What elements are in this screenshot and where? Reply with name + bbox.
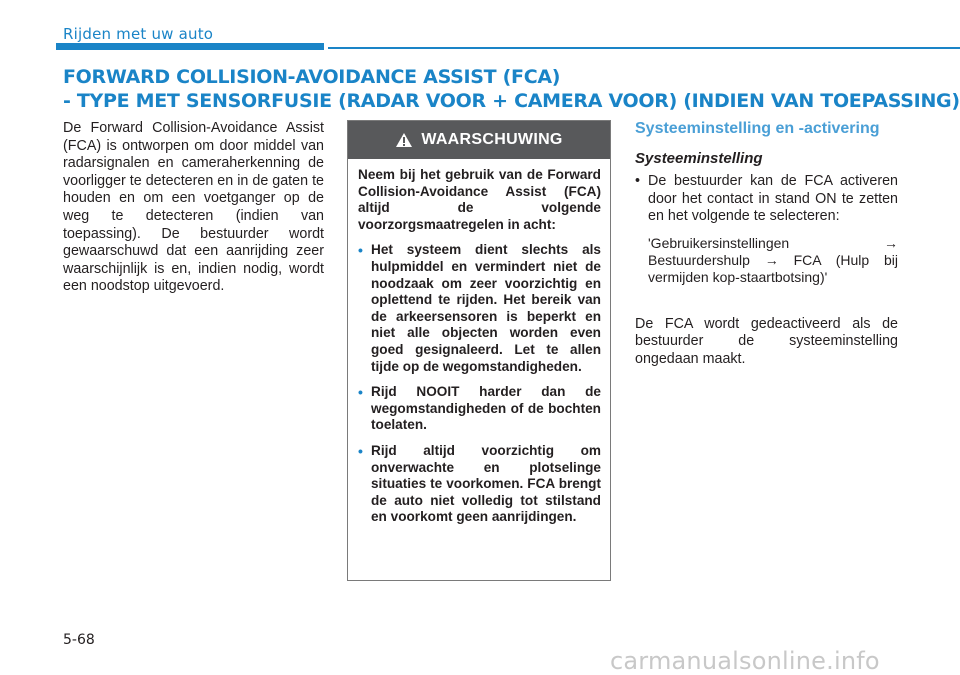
warning-list	[358, 242, 601, 526]
bullet-icon: •	[358, 442, 363, 459]
warning-header	[348, 121, 610, 159]
warning-item-text: Het systeem dient slechts als hulpmiddel en vermindert niet de noodzaak om zeer voorzichtig en oplettend te rijden. Het bereik van de arkeersensoren is beperkt en niet alle objecten worden even goed gesignaleerd. Let te allen tijde op de wegomstandigheden.	[371, 242, 601, 374]
warning-body	[348, 159, 610, 526]
section-label: Rijden met uw auto	[63, 25, 214, 43]
bullet-icon: •	[358, 242, 363, 259]
settings-closing: De FCA wordt gedeactiveerd als de bestuurder de systeeminstelling ongedaan maakt.	[635, 315, 898, 367]
watermark: carmanualsonline.info	[610, 647, 880, 675]
warning-heading: WAARSCHUWING	[421, 131, 563, 148]
warning-triangle-icon	[395, 132, 413, 148]
warning-intro: Neem bij het gebruik van de Forward Collision-Avoidance Assist (FCA) altijd de volgende voorzorgsmaatregelen in acht:	[358, 167, 601, 232]
page-number: 5-68	[63, 632, 95, 648]
warning-item-text: Rijd NOOIT harder dan de wegomstandigheden of de bochten toelaten.	[371, 384, 601, 433]
warning-item-text: Rijd altijd voorzichtig om onverwachte en plotselinge situaties te voorkomen. FCA brengt de auto niet volledig tot stilstand en voorkomt geen aanrijdingen.	[371, 442, 601, 525]
settings-menu-path: 'Gebruikersinstellingen → Bestuurdershulp → FCA (Hulp bij vermijden kop-staartbotsing)'	[648, 234, 898, 285]
settings-subheading: Systeeminstelling	[635, 150, 763, 167]
page-subtitle: - TYPE MET SENSORFUSIE (RADAR VOOR + CAMERA VOOR) (INDIEN VAN TOEPASSING)	[63, 90, 960, 112]
settings-heading: Systeeminstelling en -activering	[635, 120, 880, 137]
header-rule-thick	[56, 43, 324, 50]
warning-box	[347, 120, 611, 581]
bullet-icon: •	[635, 173, 641, 189]
warning-item	[358, 384, 601, 434]
bullet-icon: •	[358, 384, 363, 401]
page-title: FORWARD COLLISION-AVOIDANCE ASSIST (FCA)	[63, 66, 561, 88]
warning-item	[358, 242, 601, 375]
settings-column	[635, 120, 898, 369]
settings-bullet-text: De bestuurder kan de FCA activeren door het contact in stand ON te zetten en het volgende te selecteren:	[648, 173, 898, 225]
settings-bullet	[635, 173, 898, 226]
header-rule-thin	[328, 47, 960, 49]
warning-item	[358, 443, 601, 526]
intro-paragraph: De Forward Collision-Avoidance Assist (FCA) is ontworpen om door middel van radarsignalen en cameraherkenning de voorligger te detecteren en in de gaten te houden en om een voetganger op de weg te detecteren (indien van toepassing). De bestuurder wordt gewaarschuwd dat een aanrijding zeer waarschijnlijk is en, indien nodig, wordt een noodstop uitgevoerd.	[63, 120, 324, 295]
